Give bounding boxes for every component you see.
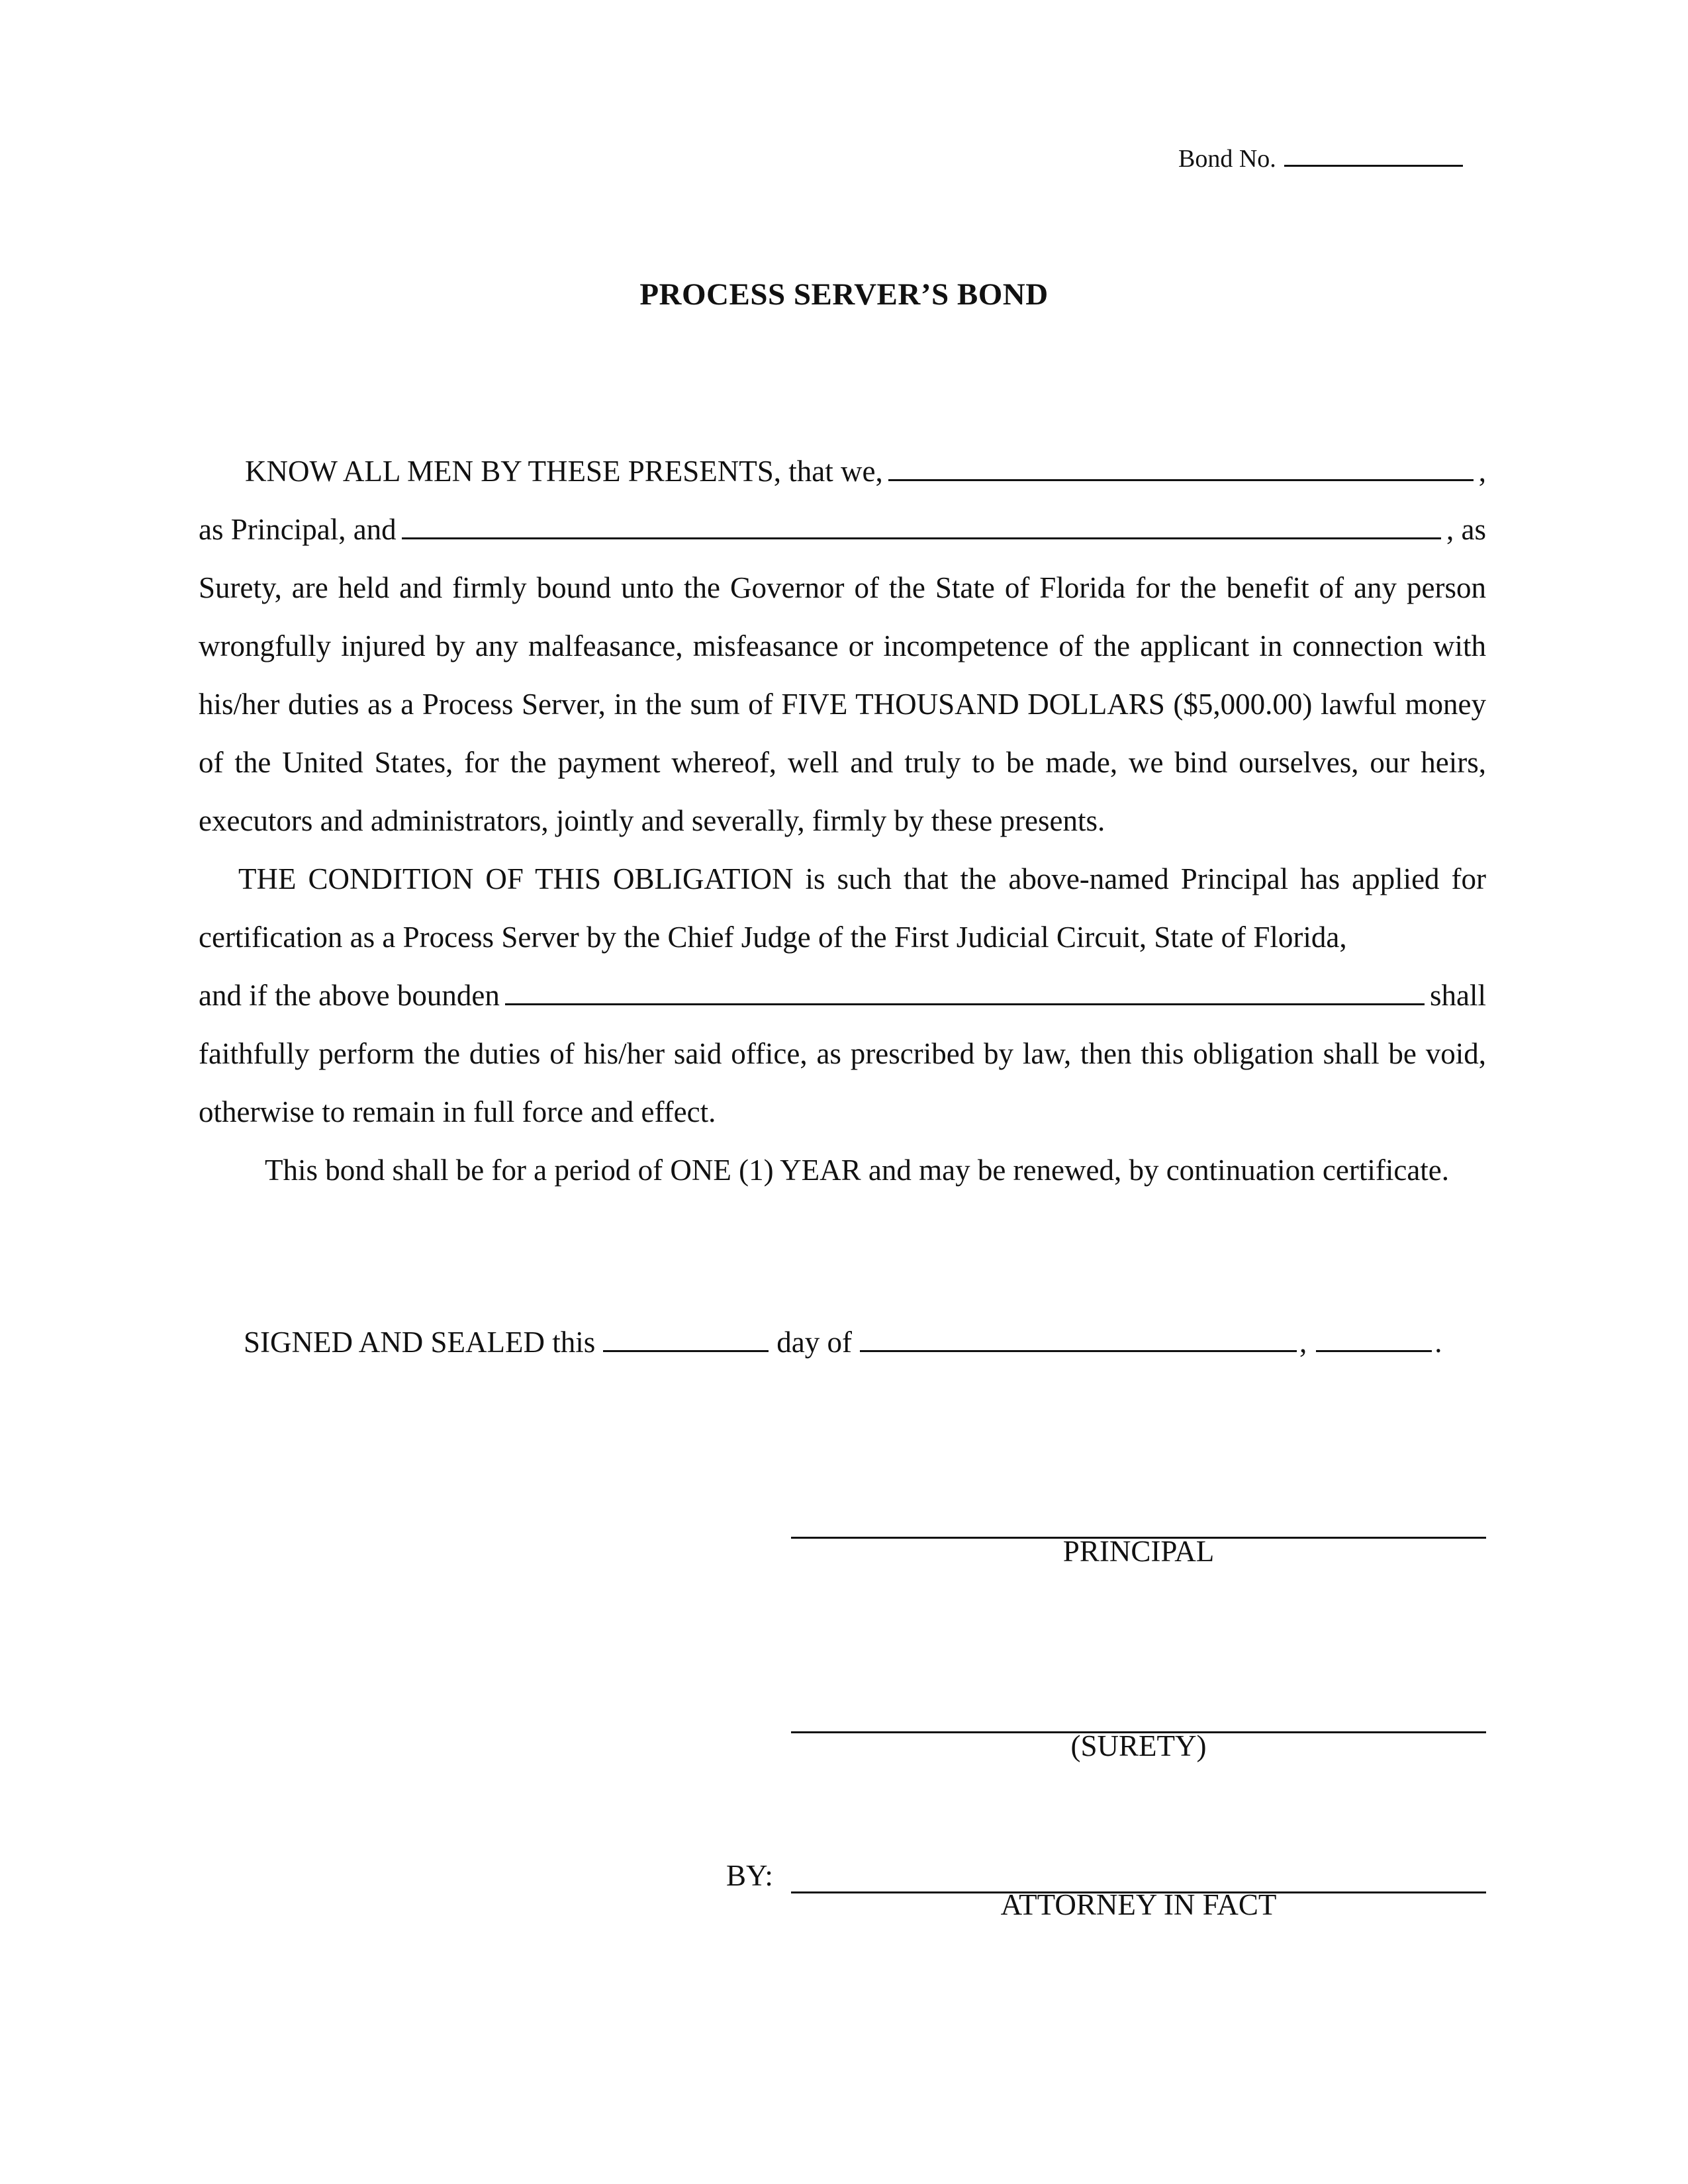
principal-line-suffix: ,	[1478, 455, 1486, 488]
surety-name-blank[interactable]	[402, 537, 1441, 539]
signed-prefix: SIGNED AND SEALED this	[244, 1326, 596, 1359]
signed-month-blank[interactable]	[860, 1349, 1297, 1352]
surety-line	[199, 500, 1486, 559]
bounden-line-suffix: shall	[1430, 979, 1486, 1012]
by-label: BY:	[726, 1859, 773, 1892]
bond-number-field	[1178, 144, 1463, 173]
signed-period: .	[1434, 1326, 1442, 1359]
obligation-paragraph: Surety, are held and firmly bound unto the Governor of the State of Florida for the benefit of any person wrongfully injured by any malfeasance, misfeasance or incompetence of the applicant in connection with his/her duties as a Process Server, in the sum of FIVE THOUSAND DOLLARS ($5,000.00) lawful money of the United States, for the payment whereof, well and truly to be made, we bind ourselves, our heirs, executors and administrators, jointly and severally, firmly by these presents.	[199, 571, 1486, 837]
bond-number-blank[interactable]	[1284, 164, 1463, 167]
bond-body	[199, 442, 1486, 1199]
principal-name-blank[interactable]	[888, 478, 1474, 481]
surety-label: (SURETY)	[1070, 1729, 1207, 1762]
surety-line-suffix: , as	[1446, 513, 1486, 546]
signed-middle: day of	[776, 1326, 852, 1359]
signed-and-sealed-line	[244, 1325, 1442, 1359]
principal-line-prefix: KNOW ALL MEN BY THESE PRESENTS, that we,	[245, 455, 883, 488]
condition-continuation: faithfully perform the duties of his/her said office, as prescribed by law, then this obligation shall be void, otherwise to remain in full force and effect.	[199, 1037, 1486, 1128]
principal-label: PRINCIPAL	[1062, 1535, 1215, 1568]
signed-day-blank[interactable]	[603, 1349, 769, 1352]
bounden-name-blank[interactable]	[505, 1003, 1425, 1005]
principal-line	[199, 442, 1486, 500]
surety-line-prefix: as Principal, and	[199, 513, 397, 546]
bounden-line-prefix: and if the above bounden	[199, 979, 500, 1012]
attorney-in-fact-label: ATTORNEY IN FACT	[1000, 1888, 1277, 1921]
signed-year-blank[interactable]	[1316, 1349, 1432, 1352]
condition-paragraph: THE CONDITION OF THIS OBLIGATION is such that the above-named Principal has applied for certification as a Process Server by the Chief Judge of the First Judicial Circuit, State of Florida,	[199, 862, 1486, 954]
signed-comma: ,	[1299, 1326, 1307, 1359]
term-paragraph: This bond shall be for a period of ONE (1) YEAR and may be renewed, by continuation certificate.	[265, 1154, 1450, 1187]
bounden-line	[199, 966, 1486, 1024]
document-title: PROCESS SERVER’S BOND	[639, 277, 1049, 312]
bond-number-label: Bond No.	[1178, 145, 1276, 173]
